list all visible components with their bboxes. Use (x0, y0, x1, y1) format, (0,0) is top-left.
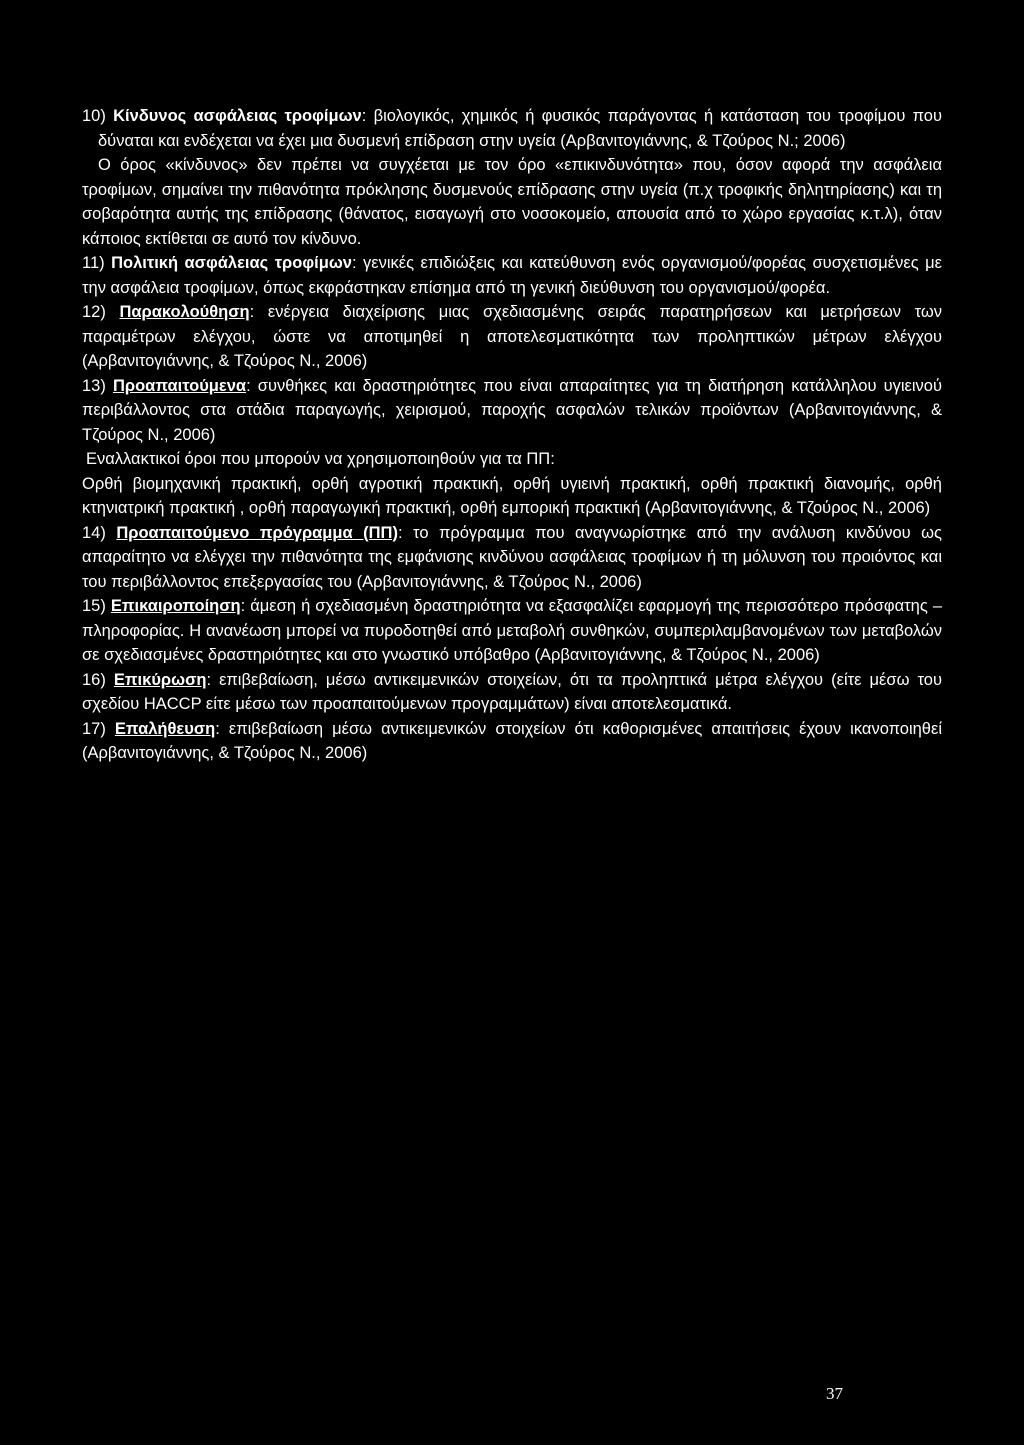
item-number: 13) (82, 376, 113, 395)
item-text: βιολογικός, χημικός ή φυσικός παράγοντας ή κατάσταση του τροφίμου που δύναται και ενδέχεται να έχει μια δυσμενή επίδραση στην υγεία (Αρβανιτογιάννης, & Τζούρος Ν.; 2006) (98, 107, 942, 150)
item-number: 17) (82, 719, 115, 738)
definition-item-13 (82, 374, 942, 448)
item-number: 16) (82, 670, 114, 689)
definition-item-14 (82, 521, 942, 595)
item-number: 11) (82, 254, 112, 272)
item-term: Επαλήθευση (114, 719, 216, 738)
item-separator: : (397, 523, 414, 542)
item-term: Κίνδυνος ασφάλειας τροφίμων (113, 107, 362, 125)
definition-item-16 (82, 668, 942, 717)
item-separator: : (351, 254, 363, 272)
item-text: γενικές επιδιώξεις και κατεύθυνση ενός οργανισμού/φορέας συσχετισμένες με την ασφάλεια τροφίμων, όπως εκφράστηκαν επίσημα από τη γενική διεύθυνση του οργανισμού/φορέα. (82, 254, 943, 297)
definition-item-17 (82, 717, 942, 766)
item-term: Πολιτική ασφάλειας τροφίμων (111, 254, 352, 272)
note-10: Ο όρος «κίνδυνος» δεν πρέπει να συγχέεται με τον όρο «επικινδυνότητα» που, όσον αφορά την ασφάλεια τροφίμων, σημαίνει την πιθανότητα πρόκλησης δυσμενούς επίδρασης στην υγεία (π.χ τροφικής δηλητηρίασης) και τη σοβαρότητα αυτής της επίδρασης (θάνατος, εισαγωγή στο νοσοκομείο, απουσία από το χώρο εργασίας κ.τ.λ), όταν κάποιος εκτίθεται σε αυτό τον κίνδυνο. (82, 156, 942, 248)
item-separator: : (240, 597, 251, 615)
item-text: επιβεβαίωση μέσω αντικειμενικών στοιχείων ότι καθορισμένες απαιτήσεις έχουν ικανοποιηθεί (Αρβανιτογιάννης, & Τζούρος Ν., 2006) (82, 719, 942, 762)
item-separator: : (206, 670, 220, 689)
definition-item-15 (82, 594, 942, 668)
item-separator: : (215, 719, 229, 738)
item-text: το πρόγραμμα που αναγνωρίστηκε από την ανάλυση κινδύνου ως απαραίτητο να ελέγχει την πιθανότητα της εμφάνισης κινδύνου ασφάλειας τροφίμων ή τη μόλυνση του προιόντος και του περιβάλλοντος επεξεργασίας του (Αρβανιτογιάννης, & Τζούρος Ν., 2006) (82, 523, 942, 591)
item-text: επιβεβαίωση, μέσω αντικειμενικών στοιχείων, ότι τα προληπτικά μέτρα ελέγχου (είτε μέσω του σχεδίου HACCP είτε μέσω των προαπαιτούμενων προγραμμάτων) είναι αποτελεσματικά. (82, 670, 942, 713)
item-text: ενέργεια διαχείρισης μιας σχεδιασμένης σειράς παρατηρήσεων και μετρήσεων των παραμέτρων ελέγχου, ώστε να αποτιμηθεί η αποτελεσματικότητα των προληπτικών μέτρων ελέγχου (Αρβανιτογιάννης, & Τζούρος Ν., 2006) (82, 303, 943, 370)
item-term: Παρακολούθηση (119, 303, 250, 321)
item-number: 12) (82, 303, 120, 321)
definitions-list (82, 104, 942, 766)
note-13-title: Εναλλακτικοί όροι που μπορούν να χρησιμοποιηθούν για τα ΠΠ: (86, 450, 555, 468)
item-term: Προαπαιτούμενα (112, 376, 247, 395)
definition-item-11 (82, 251, 942, 300)
item-text: άμεση ή σχεδιασμένη δραστηριότητα να εξασφαλίζει εφαρμογή της περισσότερο πρόσφατης –πληροφορίας. Η ανανέωση μπορεί να πυροδοτηθεί από μεταβολή συνθηκών, συμπεριλαμβανομένων των μεταβολών σε σχεδιασμένες δραστηριότητες και στο γνωστικό υπόβαθρο (Αρβανιτογιάννης, & Τζούρος Ν., 2006) (82, 597, 942, 664)
item-term: Προαπαιτούμενο πρόγραμμα (ΠΠ) (116, 523, 398, 542)
item-term: Επικαιροποίηση (110, 597, 241, 615)
item-term: Επικύρωση (113, 670, 207, 689)
definition-item-12 (82, 300, 942, 374)
item-separator: : (361, 107, 374, 125)
item-separator: : (246, 376, 258, 395)
item-separator: : (249, 303, 268, 321)
item-number: 10) (82, 107, 114, 125)
item-text: συνθήκες και δραστηριότητες που είναι απαραίτητες για τη διατήρηση κατάλληλου υγιεινού περιβάλλοντος στα στάδια παραγωγής, χειρισμού, παροχής ασφαλών τελικών προϊόντων (Αρβανιτογιάννης, & Τζούρος Ν., 2006) (82, 376, 942, 444)
definition-item-10 (82, 104, 942, 153)
note-13-text: Ορθή βιομηχανική πρακτική, ορθή αγροτική πρακτική, ορθή υγιεινή πρακτική, ορθή πρακτική διανομής, ορθή κτηνιατρική πρακτική , ορθή παραγωγική πρακτική, ορθή εμπορική πρακτική (Αρβανιτογιάννης, & Τζούρος Ν., 2006) (82, 474, 942, 517)
item-number: 15) (82, 597, 111, 615)
page-number: 37 (826, 1384, 843, 1403)
item-number: 14) (82, 523, 117, 542)
